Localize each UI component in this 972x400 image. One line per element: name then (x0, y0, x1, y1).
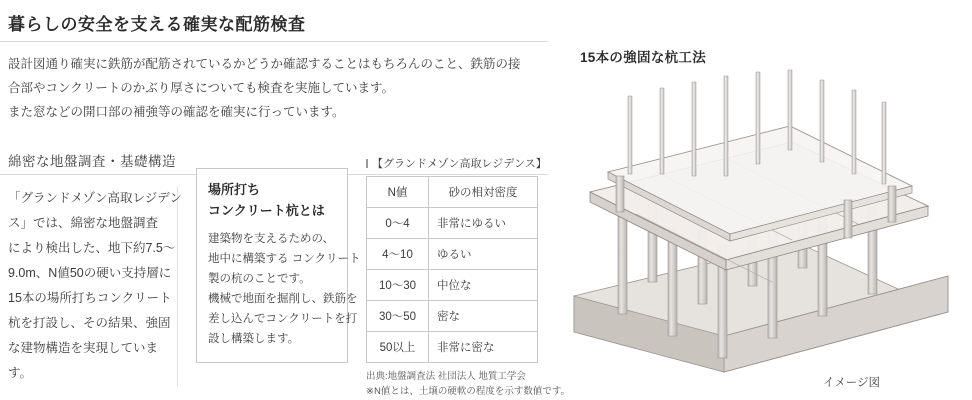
left-line-6: 杭を打設し、その結果、強固 (8, 316, 171, 330)
definition-body-line-1: 建築物を支えるための、 (208, 233, 335, 245)
cell-density: 中位な (429, 270, 538, 301)
intro-paragraph (8, 52, 536, 124)
n-value-table-block (366, 155, 571, 399)
left-line-1: 「グランドメゾン高取レジデン (8, 191, 182, 205)
definition-body-line-3: 製の杭のことです。 (208, 273, 311, 285)
cell-density: 非常に密な (429, 332, 538, 363)
cell-density: 非常にゆるい (429, 208, 538, 239)
intro-line-3: また窓などの開口部の補強等の確認を確実に行っています。 (8, 105, 345, 119)
cell-density: ゆるい (429, 239, 538, 270)
table-source-note: 出典:地盤調査法 社団法人 地質工学会 (366, 371, 526, 382)
cell-density: 密な (429, 301, 538, 332)
definition-box-title (208, 179, 336, 221)
table-col-header-nvalue: N値 (367, 177, 429, 208)
table-row (367, 270, 538, 301)
intro-line-1: 設計図通り確実に鉄筋が配筋されているかどうか確認することはもちろんのこと、鉄筋の接 (8, 57, 521, 71)
page-title: 暮らしの安全を支える確実な配筋検査 (8, 15, 306, 34)
table-caption-text: 【グランドメゾン高取レジデンス】 (372, 158, 547, 170)
illustration-title: 15本の強固な杭工法 (580, 50, 707, 65)
left-line-8: す。 (8, 366, 33, 380)
n-value-table (366, 176, 538, 363)
left-line-7: な建物構造を実現していま (8, 341, 159, 355)
headline-divider (0, 41, 548, 42)
definition-body-line-4: 機械で地面を掘削し、鉄筋を (208, 293, 358, 305)
section-heading: 綿密な地盤調査・基礎構造 (8, 154, 176, 169)
table-header-row (367, 177, 538, 208)
definition-box-body (208, 229, 361, 349)
legend-swatch-icon (366, 159, 368, 168)
table-col-header-density: 砂の相対密度 (429, 177, 538, 208)
left-line-2: ス」では、綿密な地盤調査 (8, 216, 159, 230)
cell-nvalue: 30～50 (367, 301, 429, 332)
table-notes (366, 369, 571, 399)
pile-foundation-illustration (556, 60, 966, 380)
table-row (367, 301, 538, 332)
cell-nvalue: 4～10 (367, 239, 429, 270)
table-caption (366, 155, 547, 171)
cell-nvalue: 0～4 (367, 208, 429, 239)
cell-nvalue: 50以上 (367, 332, 429, 363)
table-nvalue-note: ※N値とは、土壌の硬軟の程度を示す数値です。 (366, 386, 571, 397)
table-row (367, 239, 538, 270)
cell-nvalue: 10～30 (367, 270, 429, 301)
definition-body-line-6: 設し構築します。 (208, 333, 300, 345)
definition-body-line-5: 差し込んでコンクリートを打 (208, 313, 358, 325)
left-line-4: 9.0m、N値50の硬い支持層に (8, 266, 172, 280)
table-row (367, 208, 538, 239)
definition-body-line-2: 地中に構築する コンクリート (208, 253, 361, 265)
table-row (367, 332, 538, 363)
illustration-caption: イメージ図 (822, 377, 880, 389)
left-text-column (8, 186, 182, 386)
left-line-3: により検出した、地下約7.5～ (8, 241, 176, 255)
definition-title-line-2: コンクリート杭とは (208, 203, 325, 218)
left-line-5: 15本の場所打ちコンクリート (8, 291, 172, 305)
lower-ground-block (574, 242, 948, 372)
definition-box (196, 168, 361, 363)
definition-title-line-1: 場所打ち (208, 182, 261, 197)
intro-line-2: 合部やコンクリートのかぶり厚さについても検査を実施しています。 (8, 81, 395, 95)
